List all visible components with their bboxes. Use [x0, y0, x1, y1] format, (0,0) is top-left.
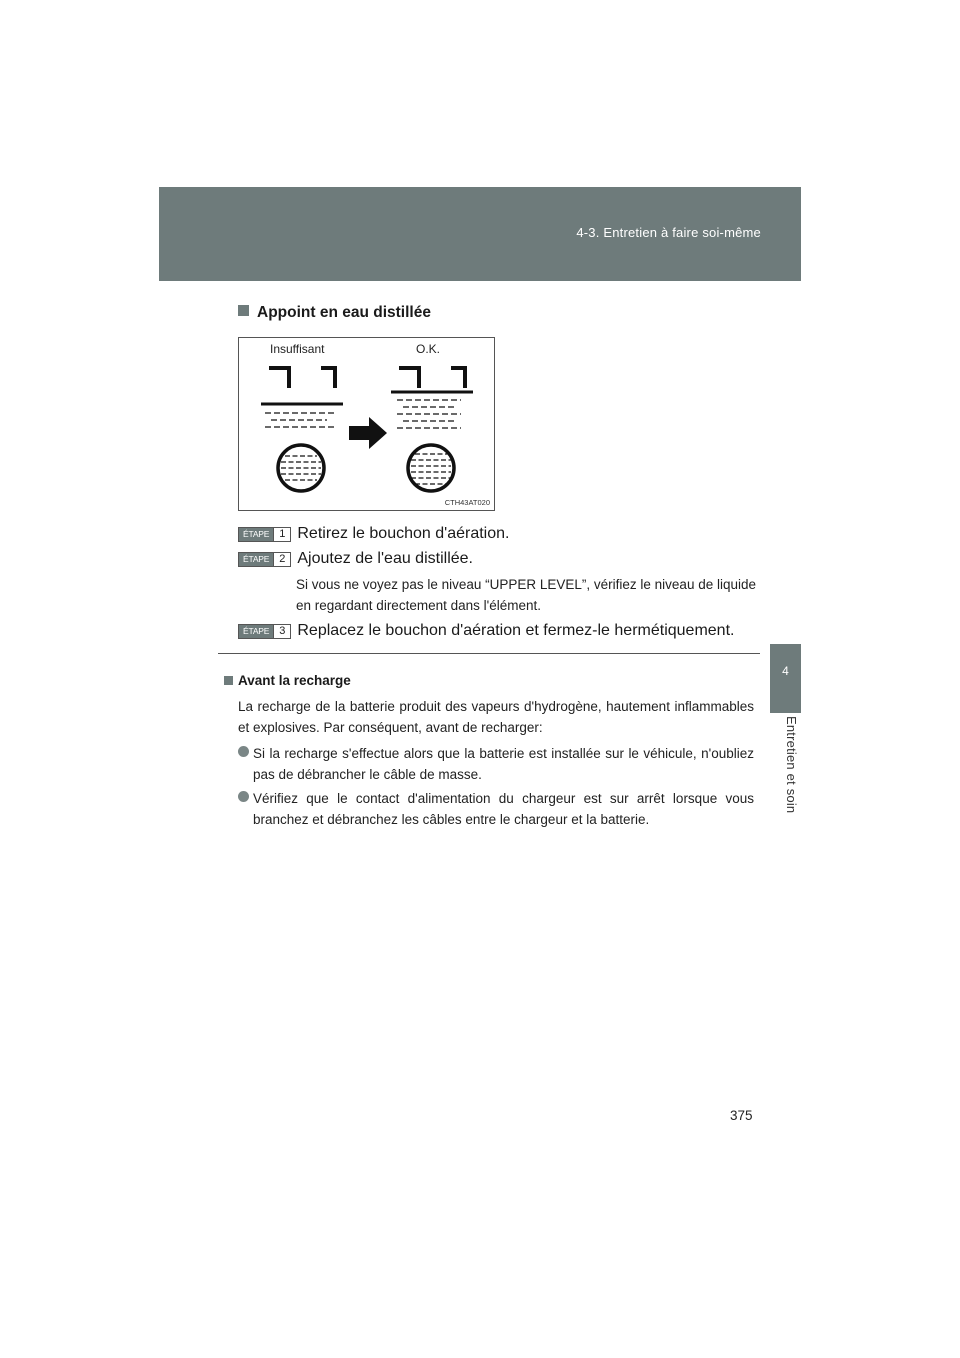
arrow-right-icon	[349, 417, 387, 449]
chapter-number: 4	[782, 664, 789, 678]
ok-cell-icon	[391, 368, 473, 491]
section-title-text: Appoint en eau distillée	[257, 304, 431, 321]
list-item-text: Si la recharge s'effectue alors que la batterie est installée sur le véhicule, n'oubliez pas de débrancher le câble de masse.	[253, 746, 754, 782]
figure-label-ok: O.K.	[416, 342, 441, 356]
step-badge-number: 3	[273, 625, 290, 638]
list-item	[238, 743, 754, 785]
step-1	[238, 525, 509, 543]
step-badge-number: 2	[273, 553, 290, 566]
section-divider	[218, 653, 760, 654]
step-text: Ajoutez de l'eau distillée.	[297, 550, 473, 567]
battery-level-figure	[238, 337, 495, 511]
step-badge-label: ÉTAPE	[239, 625, 273, 638]
bullet-dot-icon	[238, 791, 249, 802]
chapter-tab[interactable]	[770, 644, 801, 713]
step-note: Si vous ne voyez pas le niveau “UPPER LEVEL”, vérifiez le niveau de liquide en regardant directement dans l'élément.	[296, 577, 756, 613]
step-badge	[238, 624, 291, 639]
insufficient-cell-icon	[261, 368, 343, 491]
battery-diagram	[239, 338, 496, 512]
figure-label-insufficient: Insuffisant	[270, 342, 325, 356]
header-title: 4-3. Entretien à faire soi-même	[576, 225, 761, 240]
section-title	[238, 304, 431, 322]
step-badge	[238, 527, 291, 542]
subsection-title	[224, 673, 351, 688]
bullet-dot-icon	[238, 746, 249, 757]
figure-code: CTH43AT020	[444, 498, 490, 507]
step-badge-label: ÉTAPE	[239, 528, 273, 541]
step-2	[238, 550, 473, 568]
step-text: Retirez le bouchon d'aération.	[297, 525, 510, 542]
chapter-label: Entretien et soin	[784, 716, 799, 814]
subsection-paragraph: La recharge de la batterie produit des vapeurs d'hydrogène, hautement inflammables et explosives. Par conséquent, avant de recharger:	[238, 699, 754, 735]
step-badge-number: 1	[273, 528, 290, 541]
step-badge	[238, 552, 291, 567]
step-3	[238, 622, 734, 640]
step-badge-label: ÉTAPE	[239, 553, 273, 566]
header-band	[159, 187, 801, 281]
list-item-text: Vérifiez que le contact d'alimentation du chargeur est sur arrêt lorsque vous branchez et débranchez les câbles entre le chargeur et la batterie.	[253, 791, 754, 827]
subsection-title-text: Avant la recharge	[238, 673, 351, 688]
list-item	[238, 788, 754, 830]
square-bullet-icon	[238, 305, 249, 316]
step-text: Replacez le bouchon d'aération et fermez-le hermétiquement.	[297, 622, 735, 639]
page-number: 375	[730, 1108, 753, 1123]
square-bullet-icon	[224, 676, 233, 685]
